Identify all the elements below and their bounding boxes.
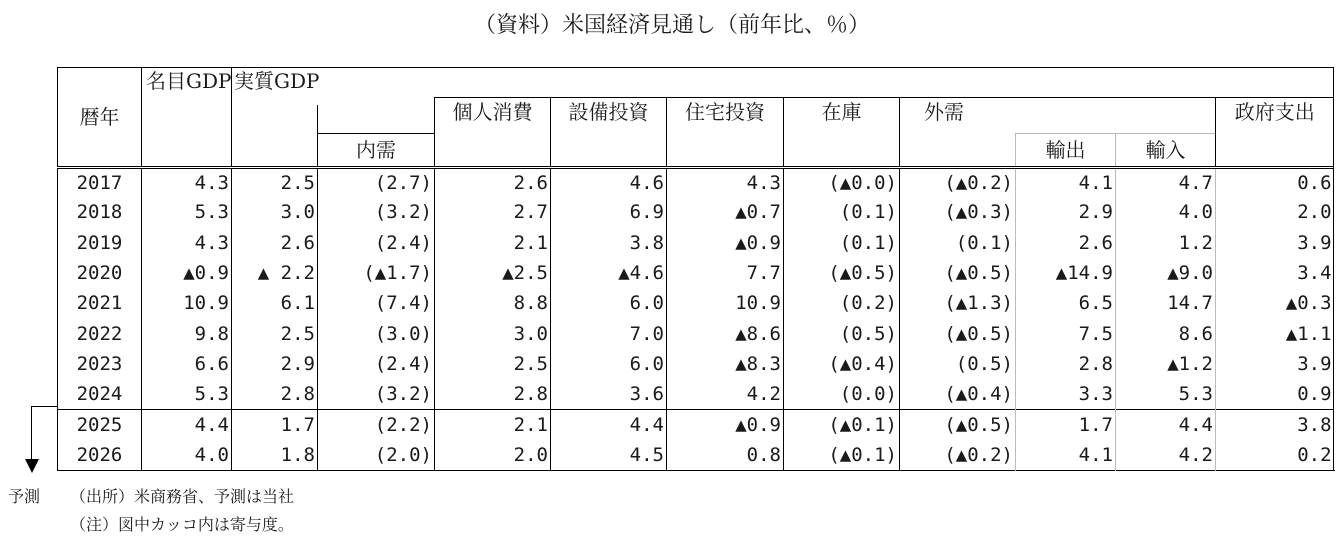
cell-consumption: 2.7 [435, 198, 551, 228]
header-housing: 住宅投資 [667, 98, 784, 168]
cell-year: 2020 [76, 261, 123, 284]
forecast-table [57, 67, 1334, 471]
cell-domestic: (2.2) [318, 410, 435, 440]
cell-real-gdp: 6.1 [232, 289, 318, 319]
header-imports: 輸入 [1116, 134, 1216, 168]
cell-nominal-gdp: 4.4 [142, 410, 232, 440]
cell-real-gdp: 2.5 [232, 167, 318, 197]
cell-exports: 4.1 [1016, 440, 1116, 470]
cell-government: ▲1.1 [1216, 319, 1334, 349]
cell-government: 2.0 [1216, 198, 1334, 228]
cell-real-gdp: ▲ 2.2 [232, 258, 318, 288]
cell-government: 0.6 [1216, 167, 1334, 197]
table-row [58, 198, 1334, 228]
cell-external: (▲0.2) [900, 167, 1016, 197]
cell-housing: 10.9 [667, 289, 784, 319]
header-consumption: 個人消費 [435, 98, 551, 168]
down-arrow-icon [25, 459, 39, 473]
cell-exports: 2.6 [1016, 228, 1116, 258]
cell-nominal-gdp: 9.8 [142, 319, 232, 349]
cell-consumption: 2.0 [435, 440, 551, 470]
header-government: 政府支出 [1216, 98, 1334, 168]
cell-inventory: (▲0.0) [784, 167, 900, 197]
cell-external: (▲0.5) [900, 258, 1016, 288]
cell-year: 2023 [76, 352, 123, 375]
cell-external: (▲0.3) [900, 198, 1016, 228]
cell-housing: ▲0.9 [667, 410, 784, 440]
cell-nominal-gdp: 4.0 [142, 440, 232, 470]
forecast-divider-line [31, 406, 57, 407]
cell-capex: 6.0 [551, 349, 667, 379]
cell-exports: 4.1 [1016, 167, 1116, 197]
cell-capex: ▲4.6 [551, 258, 667, 288]
cell-capex: 6.0 [551, 289, 667, 319]
cell-domestic: (2.0) [318, 440, 435, 470]
footnote-source: （出所）米商務省、予測は当社 [70, 487, 295, 506]
cell-domestic: (▲1.7) [318, 258, 435, 288]
header-nominal-gdp: 名目GDP [142, 68, 232, 168]
cell-nominal-gdp: 5.3 [142, 198, 232, 228]
cell-imports: ▲1.2 [1116, 349, 1216, 379]
forecast-label: 予測 [8, 487, 41, 506]
cell-inventory: (0.2) [784, 289, 900, 319]
cell-real-gdp: 1.7 [232, 410, 318, 440]
cell-real-gdp: 2.5 [232, 319, 318, 349]
cell-housing: ▲8.3 [667, 349, 784, 379]
cell-inventory: (0.0) [784, 379, 900, 409]
cell-domestic: (2.4) [318, 349, 435, 379]
header-external: 外需 [900, 98, 1216, 134]
cell-inventory: (▲0.1) [784, 440, 900, 470]
cell-capex: 7.0 [551, 319, 667, 349]
cell-capex: 4.5 [551, 440, 667, 470]
cell-capex: 3.8 [551, 228, 667, 258]
cell-year: 2018 [76, 201, 123, 224]
table-row [58, 167, 1334, 197]
cell-housing: 0.8 [667, 440, 784, 470]
cell-imports: 4.0 [1116, 198, 1216, 228]
cell-inventory: (0.1) [784, 198, 900, 228]
cell-domestic: (3.0) [318, 319, 435, 349]
cell-government: 3.8 [1216, 410, 1334, 440]
cell-housing: ▲0.7 [667, 198, 784, 228]
table-title: （資料）米国経済見通し（前年比、％） [473, 13, 870, 38]
cell-housing: 4.3 [667, 167, 784, 197]
cell-consumption: 2.6 [435, 167, 551, 197]
cell-imports: 1.2 [1116, 228, 1216, 258]
cell-domestic: (2.7) [318, 167, 435, 197]
cell-external: (▲0.4) [900, 379, 1016, 409]
cell-year: 2026 [76, 443, 123, 466]
cell-domestic: (2.4) [318, 228, 435, 258]
cell-imports: 4.4 [1116, 410, 1216, 440]
cell-external: (▲0.2) [900, 440, 1016, 470]
table-row [58, 440, 1334, 470]
cell-housing: 7.7 [667, 258, 784, 288]
cell-exports: 6.5 [1016, 289, 1116, 319]
cell-nominal-gdp: 4.3 [142, 228, 232, 258]
cell-year: 2022 [76, 322, 123, 345]
cell-year: 2017 [58, 167, 142, 197]
table-row [58, 258, 1334, 288]
cell-inventory: (0.5) [784, 319, 900, 349]
cell-consumption: ▲2.5 [435, 258, 551, 288]
cell-government: 0.9 [1216, 379, 1334, 409]
cell-real-gdp: 1.8 [232, 440, 318, 470]
cell-housing: ▲8.6 [667, 319, 784, 349]
cell-imports: 5.3 [1116, 379, 1216, 409]
cell-inventory: (▲0.5) [784, 258, 900, 288]
cell-nominal-gdp: ▲0.9 [142, 258, 232, 288]
cell-consumption: 8.8 [435, 289, 551, 319]
table-row [58, 379, 1334, 409]
cell-year: 2021 [76, 292, 123, 315]
cell-consumption: 2.1 [435, 228, 551, 258]
header-year: 暦年 [79, 104, 120, 129]
table-row [58, 349, 1334, 379]
cell-year: 2025 [58, 410, 142, 440]
cell-capex: 3.6 [551, 379, 667, 409]
header-inventory: 在庫 [784, 98, 900, 168]
table-row [58, 410, 1334, 440]
cell-consumption: 2.8 [435, 379, 551, 409]
cell-government: 0.2 [1216, 440, 1334, 470]
header-domestic: 内需 [318, 134, 435, 168]
cell-nominal-gdp: 4.3 [142, 167, 232, 197]
cell-external: (▲1.3) [900, 289, 1016, 319]
cell-domestic: (3.2) [318, 379, 435, 409]
cell-domestic: (3.2) [318, 198, 435, 228]
cell-inventory: (0.1) [784, 228, 900, 258]
footnote-note: （注）図中カッコ内は寄与度。 [70, 515, 294, 534]
cell-nominal-gdp: 10.9 [142, 289, 232, 319]
cell-external: (0.1) [900, 228, 1016, 258]
cell-imports: 14.7 [1116, 289, 1216, 319]
table-row [58, 228, 1334, 258]
cell-exports: 1.7 [1016, 410, 1116, 440]
cell-imports: 4.7 [1116, 167, 1216, 197]
cell-capex: 6.9 [551, 198, 667, 228]
cell-external: (▲0.5) [900, 410, 1016, 440]
cell-consumption: 2.5 [435, 349, 551, 379]
header-exports: 輸出 [1016, 134, 1116, 168]
cell-housing: ▲0.9 [667, 228, 784, 258]
cell-external: (▲0.5) [900, 319, 1016, 349]
cell-imports: 4.2 [1116, 440, 1216, 470]
cell-exports: ▲14.9 [1016, 258, 1116, 288]
cell-external: (0.5) [900, 349, 1016, 379]
cell-imports: 8.6 [1116, 319, 1216, 349]
cell-capex: 4.4 [551, 410, 667, 440]
cell-government: 3.9 [1216, 349, 1334, 379]
forecast-arrow-line [31, 406, 32, 464]
cell-domestic: (7.4) [318, 289, 435, 319]
cell-real-gdp: 2.9 [232, 349, 318, 379]
cell-government: 3.9 [1216, 228, 1334, 258]
table-row [58, 319, 1334, 349]
cell-exports: 2.8 [1016, 349, 1116, 379]
cell-government: ▲0.3 [1216, 289, 1334, 319]
cell-inventory: (▲0.4) [784, 349, 900, 379]
cell-year: 2019 [76, 231, 123, 254]
header-real-gdp: 実質GDP [232, 68, 1334, 98]
cell-capex: 4.6 [551, 167, 667, 197]
cell-government: 3.4 [1216, 258, 1334, 288]
cell-consumption: 2.1 [435, 410, 551, 440]
cell-exports: 3.3 [1016, 379, 1116, 409]
cell-inventory: (▲0.1) [784, 410, 900, 440]
cell-exports: 7.5 [1016, 319, 1116, 349]
cell-nominal-gdp: 6.6 [142, 349, 232, 379]
table-row [58, 289, 1334, 319]
cell-housing: 4.2 [667, 379, 784, 409]
cell-year: 2024 [76, 382, 123, 405]
cell-imports: ▲9.0 [1116, 258, 1216, 288]
cell-nominal-gdp: 5.3 [142, 379, 232, 409]
cell-real-gdp: 3.0 [232, 198, 318, 228]
cell-real-gdp: 2.8 [232, 379, 318, 409]
header-capex: 設備投資 [551, 98, 667, 168]
cell-real-gdp: 2.6 [232, 228, 318, 258]
cell-consumption: 3.0 [435, 319, 551, 349]
cell-exports: 2.9 [1016, 198, 1116, 228]
